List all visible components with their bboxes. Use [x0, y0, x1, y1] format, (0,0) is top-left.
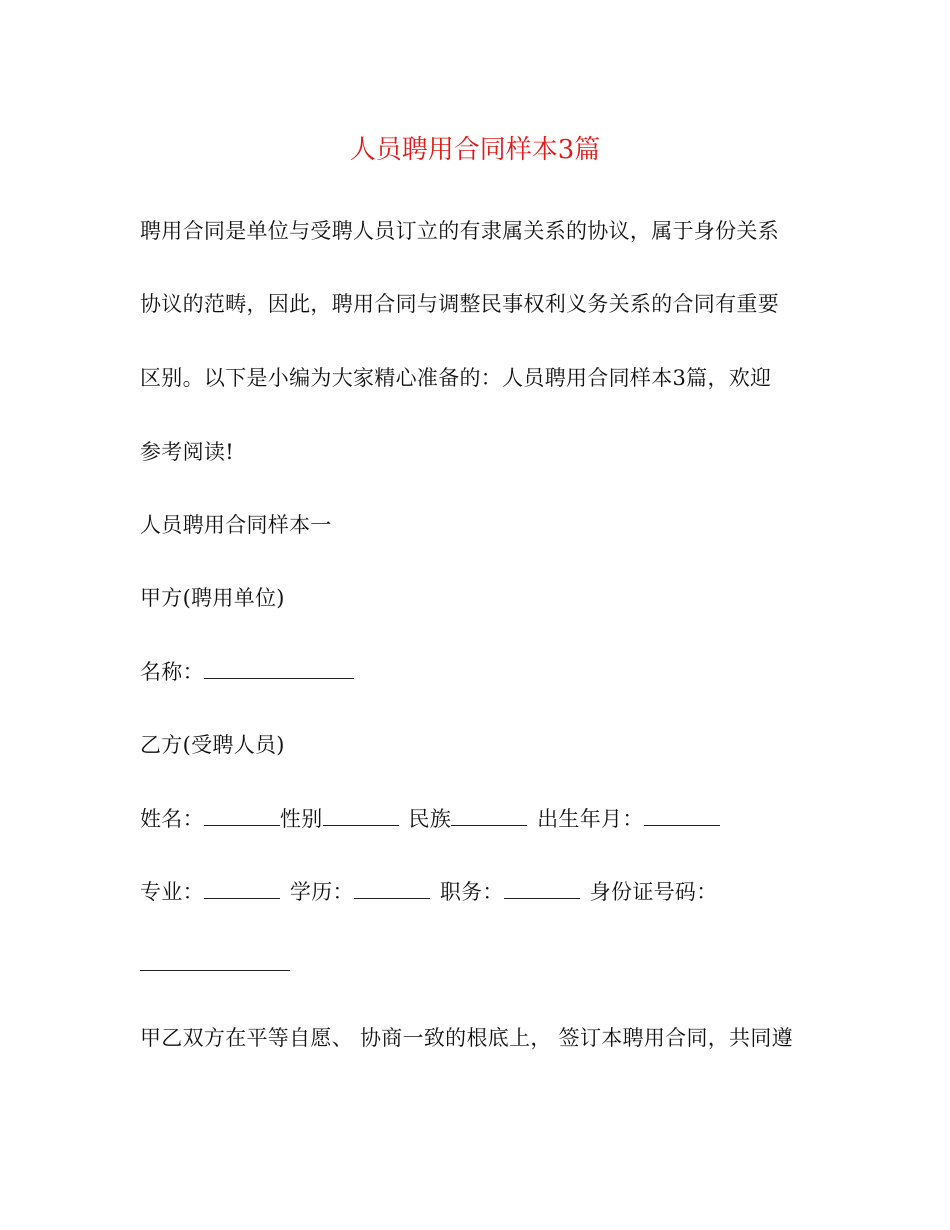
party-b-education-blank[interactable] [354, 876, 430, 899]
party-b-info-row-2 [140, 876, 718, 907]
party-b-major-blank[interactable] [204, 876, 280, 899]
party-b-name-blank[interactable] [204, 803, 280, 826]
party-a-name-label: 名称： [140, 660, 204, 684]
party-b-birth-blank[interactable] [644, 803, 720, 826]
party-b-gender-label: 性别 [279, 807, 323, 831]
party-b-heading: 乙方(受聘人员) [140, 733, 285, 757]
party-b-position-blank[interactable] [504, 876, 580, 899]
intro-line-1: 聘用合同是单位与受聘人员订立的有隶属关系的协议，属于身份关系 [140, 219, 779, 243]
party-b-id-blank[interactable] [140, 948, 290, 971]
party-a-name-row [140, 656, 354, 687]
intro-line-3: 区别。以下是小编为大家精心准备的：人员聘用合同样本3篇，欢迎 [140, 366, 772, 390]
party-b-position-label: 职务： [439, 880, 504, 904]
party-b-ethnicity-blank[interactable] [451, 803, 527, 826]
intro-line-4: 参考阅读! [140, 440, 234, 464]
document-title: 人员聘用合同样本3篇 [349, 135, 601, 165]
party-a-name-blank[interactable] [204, 656, 354, 679]
party-b-education-label: 学历： [289, 880, 354, 904]
party-b-ethnicity-label: 民族 [408, 807, 452, 831]
party-b-gender-blank[interactable] [323, 803, 399, 826]
sample-heading: 人员聘用合同样本一 [140, 513, 332, 537]
party-b-id-label: 身份证号码： [589, 880, 718, 904]
party-b-info-row-1 [140, 803, 720, 834]
party-b-major-label: 专业： [140, 880, 204, 904]
intro-line-2: 协议的范畴，因此，聘用合同与调整民事权利义务关系的合同有重要 [140, 292, 779, 316]
party-b-birth-label: 出生年月： [537, 807, 644, 831]
closing-line: 甲乙双方在平等自愿、 协商一致的根底上， 签订本聘用合同，共同遵 [140, 1026, 793, 1050]
party-b-name-label: 姓名： [140, 807, 204, 831]
party-a-heading: 甲方(聘用单位) [140, 586, 285, 610]
party-b-id-row [140, 948, 290, 979]
